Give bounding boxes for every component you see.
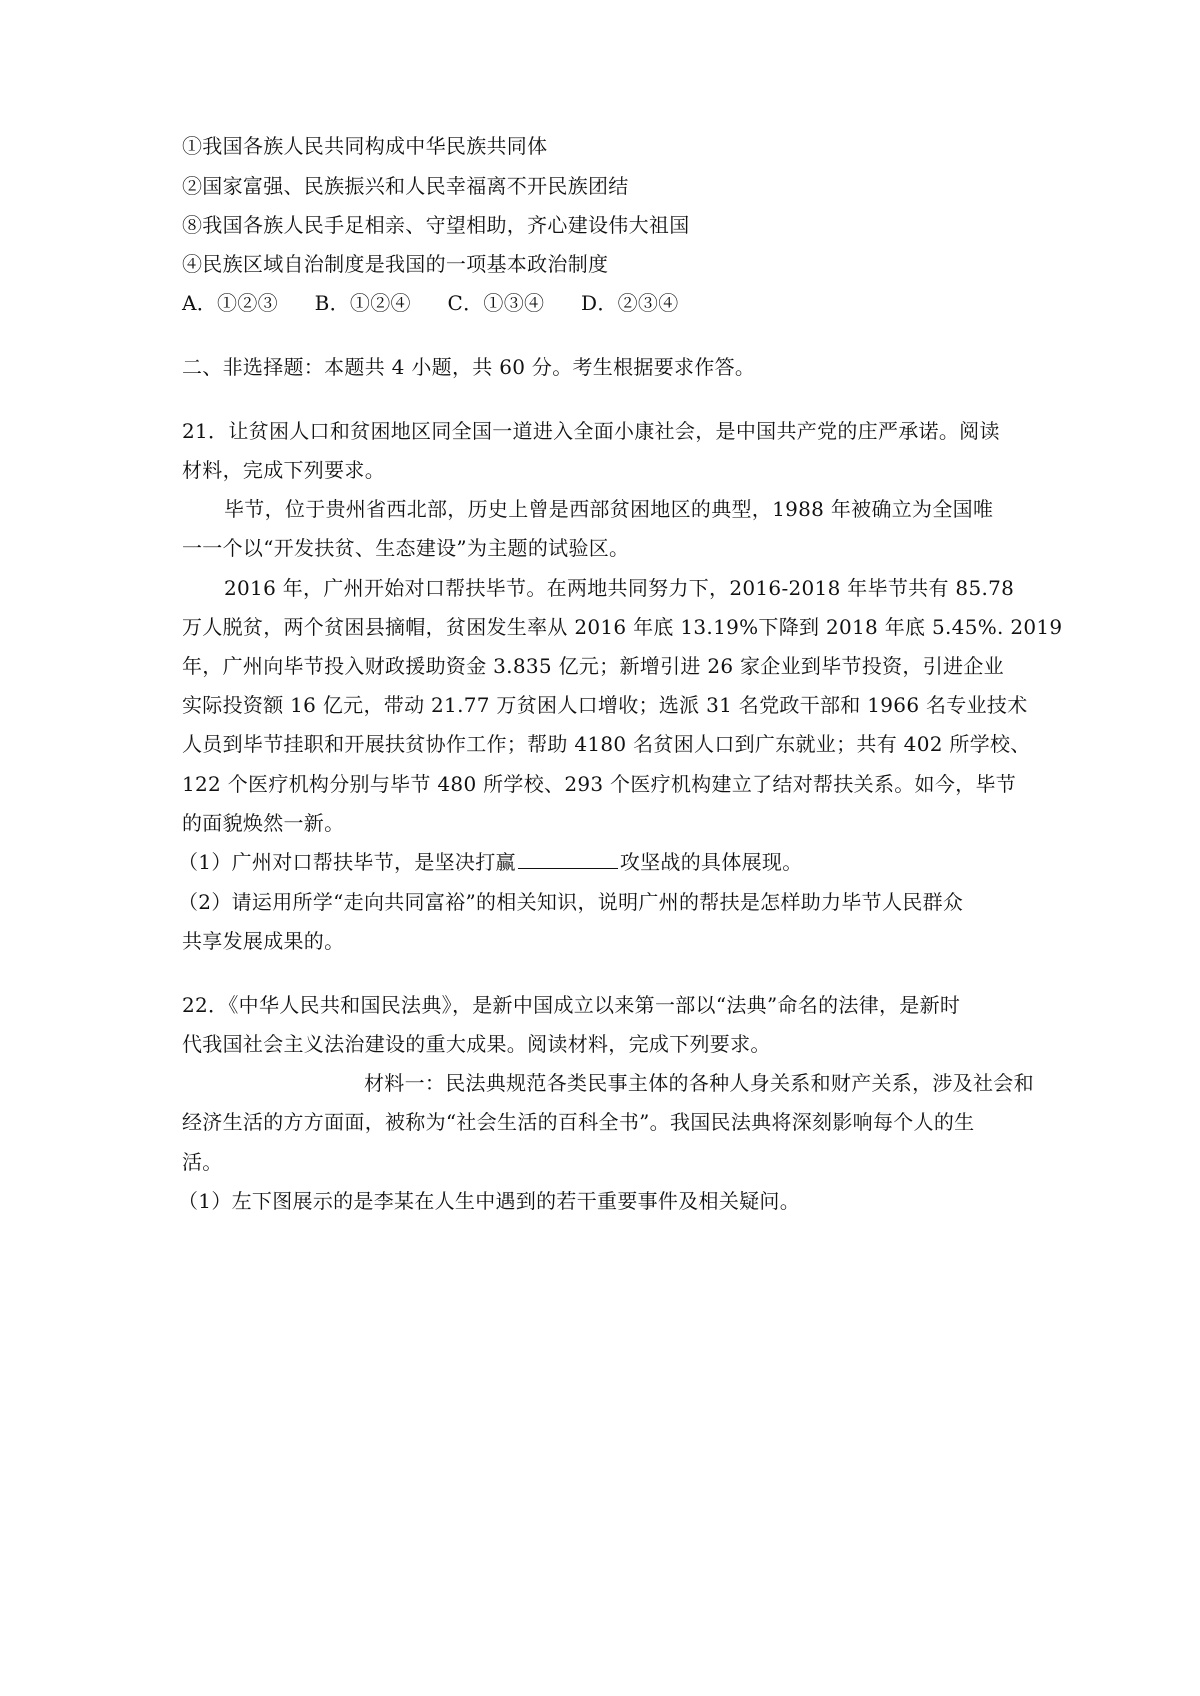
q22-stem-line-2: 代我国社会主义法治建设的重大成果。阅读材料，完成下列要求。: [182, 1032, 771, 1056]
q21-material-p2-line-1: 2016 年，广州开始对口帮扶毕节。在两地共同努力下，2016-2018 年毕节共有 85.78: [224, 576, 1015, 600]
q21-material-p2-line-2: 万人脱贫，两个贫困县摘帽，贫困发生率从 2016 年底 13.19%下降到 2018 年底 5.45%. 2019: [182, 615, 1063, 639]
q21-material-p2-line-4: 实际投资额 16 亿元，带动 21.77 万贫困人口增收；选派 31 名党政干部和 1966 名专业技术: [182, 693, 1028, 717]
q21-material-p1-line-2: 一一个以“开发扶贫、生态建设”为主题的试验区。: [182, 536, 630, 560]
choice-d: D．②③④: [580, 291, 679, 315]
q22-material-1-line-1: 材料一：民法典规范各类民事主体的各种人身关系和财产关系，涉及社会和: [364, 1071, 1034, 1095]
choice-c: C．①③④: [447, 291, 545, 315]
q21-material-p2-line-5: 人员到毕节挂职和开展扶贫协作工作；帮助 4180 名贫困人口到广东就业；共有 402 所学校、: [182, 732, 1031, 756]
section-2-heading: 二、非选择题：本题共 4 小题，共 60 分。考生根据要求作答。: [182, 355, 756, 379]
q21-material-p2-line-3: 年，广州向毕节投入财政援助资金 3.835 亿元；新增引进 26 家企业到毕节投资，引进企业: [182, 654, 1004, 678]
q21-sub-question-2-line-2: 共享发展成果的。: [182, 929, 345, 953]
q20-option-3: ⑧我国各族人民手足相亲、守望相助，齐心建设伟大祖国: [182, 213, 690, 237]
q21-sub-question-1: [178, 849, 1028, 875]
q20-option-1: ①我国各族人民共同构成中华民族共同体: [182, 134, 548, 158]
q20-option-4: ④民族区域自治制度是我国的一项基本政治制度: [182, 252, 609, 276]
q20-option-2: ②国家富强、民族振兴和人民幸福离不开民族团结: [182, 174, 629, 198]
q21-material-p1-line-1: 毕节，位于贵州省西北部，历史上曾是西部贫困地区的典型，1988 年被确立为全国唯: [224, 497, 994, 521]
q21-stem-line-2: 材料，完成下列要求。: [182, 458, 385, 482]
q21-sub1-text-before: （1）广州对口帮扶毕节，是坚决打赢: [178, 850, 516, 874]
q22-stem-line-1: 22．《中华人民共和国民法典》，是新中国成立以来第一部以“法典”命名的法律，是新时: [182, 993, 961, 1017]
choice-b: B．①②④: [314, 291, 411, 315]
q22-material-1-line-2: 经济生活的方方面面，被称为“社会生活的百科全书”。我国民法典将深刻影响每个人的生: [182, 1110, 975, 1134]
q22-material-1-line-3: 活。: [182, 1150, 223, 1174]
choice-a: A．①②③: [182, 291, 278, 315]
q21-sub-question-2-line-1: （2）请运用所学“走向共同富裕”的相关知识，说明广州的帮扶是怎样助力毕节人民群众: [178, 890, 964, 914]
q21-stem-line-1: 21．让贫困人口和贫困地区同全国一道进入全面小康社会，是中国共产党的庄严承诺。阅读: [182, 419, 1000, 443]
q22-sub-question-1: （1）左下图展示的是李某在人生中遇到的若干重要事件及相关疑问。: [178, 1189, 801, 1213]
q21-sub1-text-after: 攻坚战的具体展现。: [619, 850, 803, 874]
q21-material-p2-line-6: 122 个医疗机构分别与毕节 480 所学校、293 个医疗机构建立了结对帮扶关系。如今，毕节: [182, 772, 1017, 796]
q20-choices: [182, 290, 1032, 316]
q21-material-p2-line-7: 的面貌焕然一新。: [182, 811, 345, 835]
fill-in-blank[interactable]: [518, 850, 618, 869]
